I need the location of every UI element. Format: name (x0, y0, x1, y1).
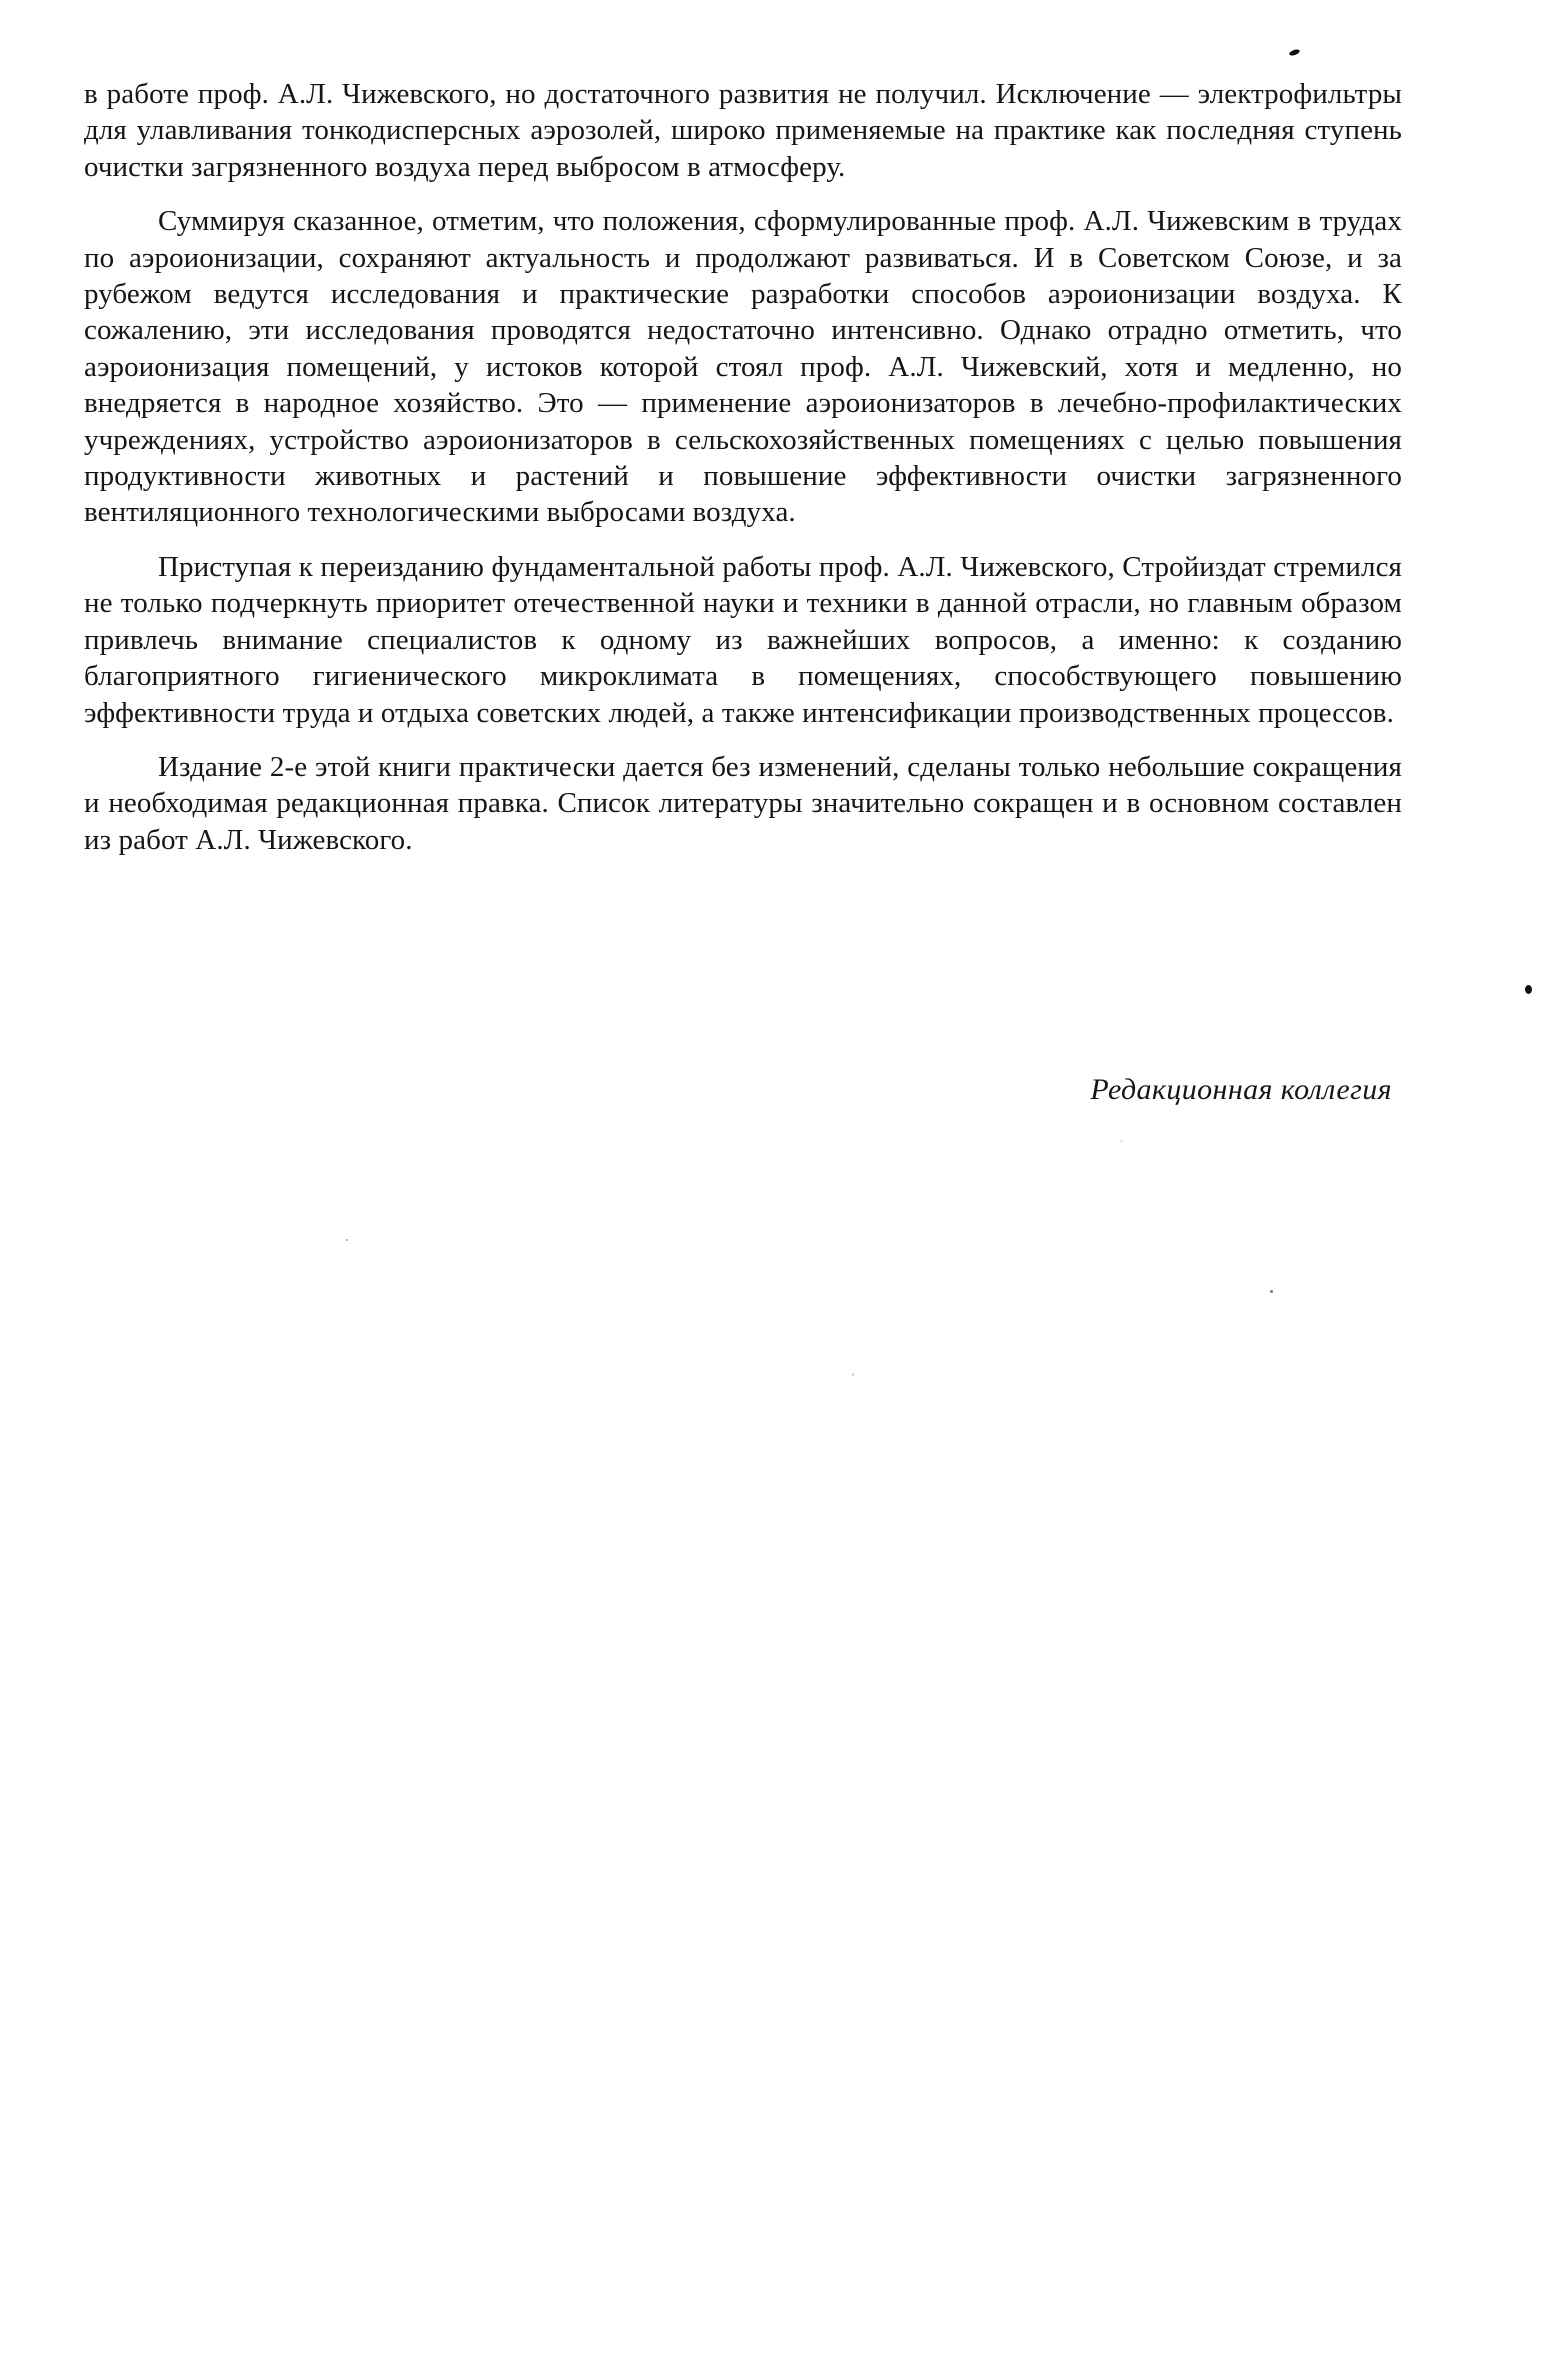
scan-speck (852, 1373, 854, 1376)
paragraph-edition-note: Издание 2-е этой книги практически дается без изменений, сделаны только небольшие сокращения и необходимая редакционная правка. Список литературы значительно сокращен и в основном составлен из работ А.Л. Чижевского. (84, 750, 1402, 856)
scan-speck (1525, 985, 1532, 994)
paragraph-continuation: в работе проф. А.Л. Чижевского, но достаточного развития не получил. Исключение — электрофильтры для улавливания тонкодисперсных аэрозолей, широко применяемые на практике как последняя ступень очистки загрязненного воздуха перед выбросом в атмосферу. (84, 78, 1402, 183)
body-text (84, 76, 1402, 876)
scan-speck (1270, 1290, 1273, 1293)
paragraph-summary: Суммируя сказанное, отметим, что положения, сформулированные проф. А.Л. Чижевским в трудах по аэроионизации, сохраняют актуальность и продолжают развиваться. И в Советском Союзе, и за рубежом ведутся исследования и практические разработки способов аэроионизации воздуха. К сожалению, эти исследования проводятся недостаточно интенсивно. Однако отрадно отметить, что аэроионизация помещений, у истоков которой стоял проф. А.Л. Чижевский, хотя и медленно, но внедряется в народное хозяйство. Это — применение аэроионизаторов в лечебно-профилактических учреждениях, устройство аэроионизаторов в сельскохозяйственных помещениях с целью повышения продуктивности животных и растений и повышение эффективности очистки загрязненного вентиляционного технологическими выбросами воздуха. (84, 205, 1402, 529)
scan-speck (346, 1239, 348, 1241)
scan-speck (1288, 48, 1300, 56)
scan-speck (1120, 1140, 1123, 1143)
paragraph-republication: Приступая к переизданию фундаментальной работы проф. А.Л. Чижевского, Стройиздат стремился не только подчеркнуть приоритет отечественной науки и техники в данной отрасли, но главным образом привлечь внимание специалистов к одному из важнейших вопросов, а именно: к созданию благоприятного гигиенического микроклимата в помещениях, способствующего повышению эффективности труда и отдыха советских людей, а также интенсификации производственных процессов. (84, 550, 1402, 729)
editorial-board-signature: Редакционная коллегия (1090, 1073, 1392, 1106)
